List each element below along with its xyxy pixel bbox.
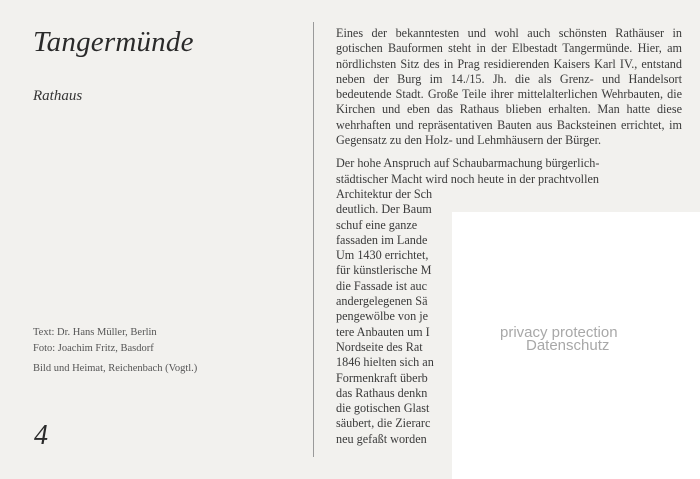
paragraph-2-line: andergelegenen Sä [336, 294, 428, 309]
paragraph-2-line: Architektur der Sch [336, 186, 433, 201]
paragraph-2-line: Nordseite des Rat [336, 339, 423, 354]
paragraph-1: Eines der bekanntesten und wohl auch schönsten Rathäuser in gotischen Bauformen steht in der Elbestadt Tangermünde. Hier, am nördlichsten Sitz des in Prag residierenden Kaisers Karl IV., entstand neben der Burg im 14./15. Jh. die als Grenz- und Handelsort bedeutende Stadt. Große Teile ihrer mittelalterlichen Wehrbauten, die Kirchen und eben das Rathaus blieben erhalten. Man hatte diese wehrhaften und repräsentativen Bauten aus Backsteinen errichtet, im Gegensatz zu den Holz- und Lehmhäusern der Bürger. [336, 26, 682, 148]
privacy-watermark-box [452, 212, 700, 479]
paragraph-2-line: für künstlerische M [336, 263, 432, 278]
page-subtitle: Rathaus [33, 88, 83, 104]
column-divider [313, 22, 314, 457]
credit-photo: Foto: Joachim Fritz, Basdorf [33, 343, 154, 354]
paragraph-2-line: pengewölbe von je [336, 309, 429, 324]
paragraph-2-line: Um 1430 errichtet, [336, 248, 429, 263]
paragraph-2-line: Der hohe Anspruch auf Schaubarmachung bürgerlich- [336, 156, 600, 171]
page-number: 4 [34, 420, 48, 451]
watermark-line-1: privacy protection [500, 324, 618, 341]
paragraph-2-line: säubert, die Zierarc [336, 416, 431, 431]
paragraph-2-line: die gotischen Glast [336, 401, 430, 416]
credit-publisher: Bild und Heimat, Reichenbach (Vogtl.) [33, 363, 198, 374]
credits-block [33, 325, 197, 377]
paragraph-2-line: tere Anbauten um I [336, 324, 430, 339]
paragraph-2-line: das Rathaus denkn [336, 385, 428, 400]
paragraph-2-line: fassaden im Lande [336, 232, 428, 247]
paragraph-2-line: deutlich. Der Baum [336, 202, 432, 217]
paragraph-2-line: neu gefaßt worden [336, 431, 427, 446]
watermark-line-2: Datenschutz [526, 337, 610, 354]
paragraph-2-line: schuf eine ganze [336, 217, 418, 232]
paragraph-2-line: Formenkraft überb [336, 370, 428, 385]
page-title: Tangermünde [33, 26, 194, 58]
paragraph-2-line: städtischer Macht wird noch heute in der prachtvollen [336, 171, 599, 186]
credit-text: Text: Dr. Hans Müller, Berlin [33, 327, 157, 338]
paragraph-2-line: die Fassade ist auc [336, 278, 428, 293]
paragraph-2-line: 1846 hielten sich an [336, 355, 434, 370]
